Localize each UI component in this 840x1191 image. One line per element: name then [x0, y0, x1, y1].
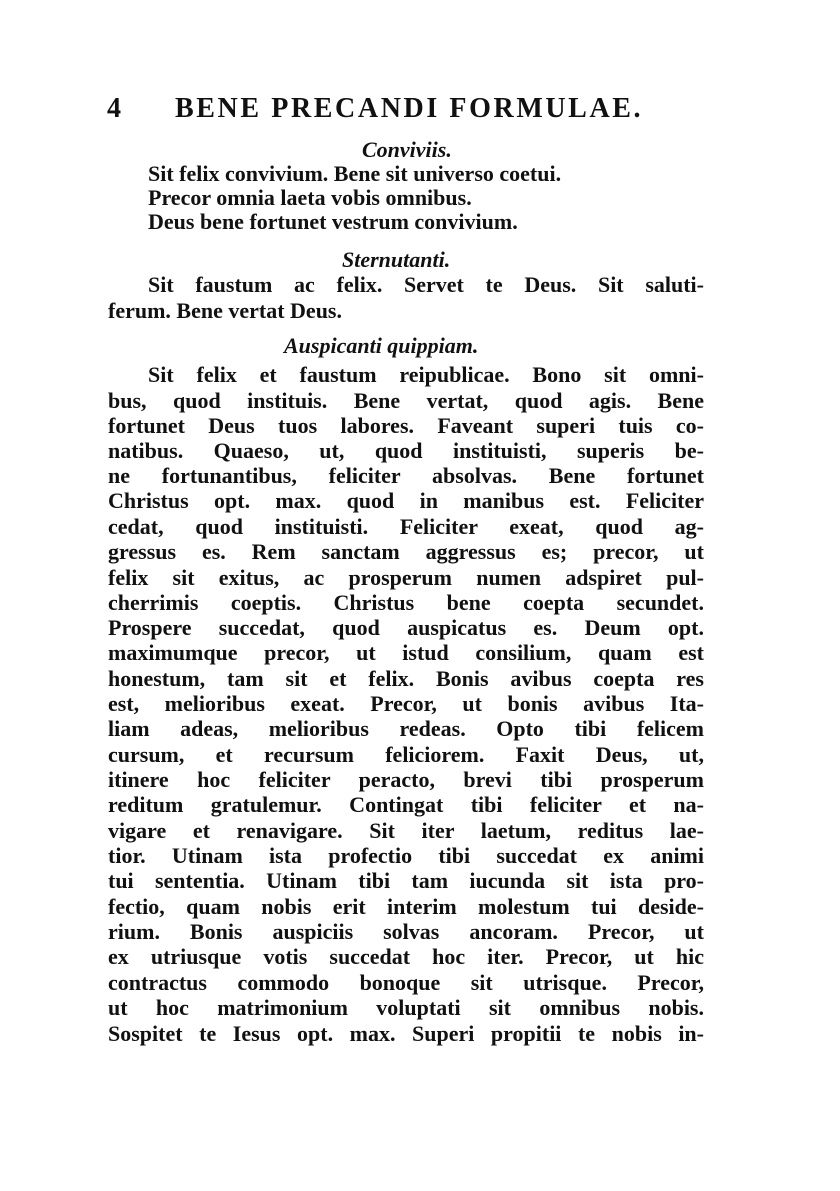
section-heading-conviviis: Conviviis. — [362, 137, 452, 162]
text-line: felix sit exitus, ac prosperum numen adspiret pul- — [108, 565, 704, 590]
text-line: Precor omnia laeta vobis omnibus. — [148, 185, 472, 210]
text-line: est, melioribus exeat. Precor, ut bonis avibus Ita- — [108, 691, 704, 716]
text-line: rium. Bonis auspiciis solvas ancoram. Precor, ut — [108, 919, 704, 944]
text-line: vigare et renavigare. Sit iter laetum, reditus lae- — [108, 818, 704, 843]
text-line: bus, quod instituis. Bene vertat, quod agis. Bene — [108, 388, 704, 413]
text-line: Sit faustum ac felix. Servet te Deus. Sit saluti- — [148, 272, 704, 297]
text-line: gressus es. Rem sanctam aggressus es; precor, ut — [108, 539, 704, 564]
text-line: fectio, quam nobis erit interim molestum tui deside- — [108, 894, 704, 919]
section-heading-sternutanti: Sternutanti. — [342, 247, 451, 272]
text-line: honestum, tam sit et felix. Bonis avibus coepta res — [108, 666, 704, 691]
text-line: ut hoc matrimonium voluptati sit omnibus nobis. — [108, 995, 704, 1020]
text-line: ne fortunantibus, feliciter absolvas. Bene fortunet — [108, 463, 704, 488]
text-line: Sospitet te Iesus opt. max. Superi propitii te nobis in- — [108, 1021, 704, 1046]
running-title: BENE PRECANDI FORMULAE. — [175, 93, 644, 124]
text-line: itinere hoc feliciter peracto, brevi tibi prosperum — [108, 767, 704, 792]
text-line: Sit felix convivium. Bene sit universo coetui. — [148, 161, 562, 186]
text-line: cursum, et recursum feliciorem. Faxit Deus, ut, — [108, 742, 704, 767]
text-line: Prospere succedat, quod auspicatus es. Deum opt. — [108, 615, 704, 640]
text-line: fortunet Deus tuos labores. Faveant superi tuis co- — [108, 413, 704, 438]
text-line: contractus commodo bonoque sit utrisque. Precor, — [108, 970, 704, 995]
text-line: Christus opt. max. quod in manibus est. Feliciter — [108, 488, 704, 513]
text-line: Deus bene fortunet vestrum convivium. — [148, 209, 518, 234]
text-line: reditum gratulemur. Contingat tibi feliciter et na- — [108, 792, 704, 817]
page-number: 4 — [107, 93, 121, 124]
text-line: cedat, quod instituisti. Feliciter exeat, quod ag- — [108, 514, 704, 539]
text-line: Sit felix et faustum reipublicae. Bono sit omni- — [148, 362, 704, 387]
text-line: ex utriusque votis succedat hoc iter. Precor, ut hic — [108, 944, 704, 969]
running-head — [107, 92, 707, 126]
text-line: maximumque precor, ut istud consilium, quam est — [108, 640, 704, 665]
text-line: tior. Utinam ista profectio tibi succedat ex animi — [108, 843, 704, 868]
text-line: tui sententia. Utinam tibi tam iucunda sit ista pro- — [108, 868, 704, 893]
text-line: ferum. Bene vertat Deus. — [108, 298, 342, 323]
text-line: cherrimis coeptis. Christus bene coepta secundet. — [108, 590, 704, 615]
section-heading-auspicanti: Auspicanti quippiam. — [284, 333, 479, 358]
text-line: natibus. Quaeso, ut, quod instituisti, superis be- — [108, 438, 704, 463]
text-line: liam adeas, melioribus redeas. Opto tibi felicem — [108, 716, 704, 741]
